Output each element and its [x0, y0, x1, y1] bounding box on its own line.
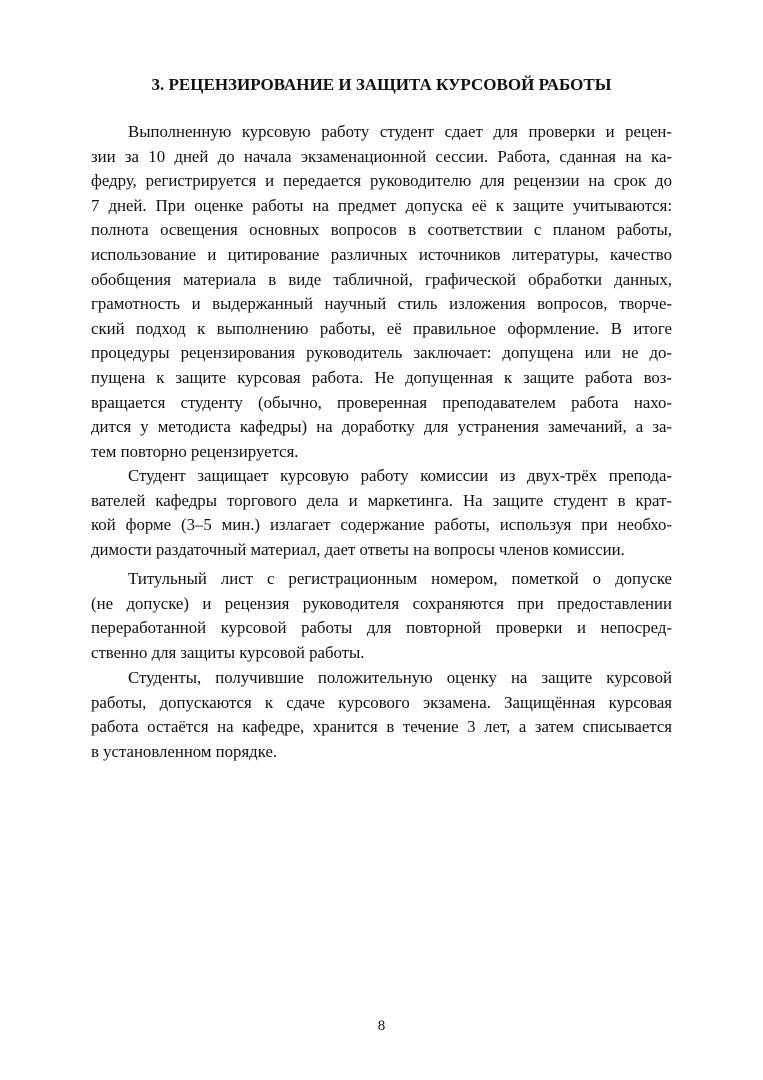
- page-number: 8: [377, 1018, 386, 1034]
- text-line: переработанной курсовой работы для повторной проверки и непосред-: [91, 618, 672, 638]
- text-line: Выполненную курсовую работу студент сдает для проверки и рецен-: [128, 122, 672, 141]
- section-heading: 3. РЕЦЕНЗИРОВАНИЕ И ЗАЩИТА КУРСОВОЙ РАБОТЫ: [151, 75, 612, 94]
- text-line: вращается студенту (обычно, проверенная преподавателем работа нахо-: [91, 392, 672, 412]
- text-line: дится у методиста кафедры) на доработку для устранения замечаний, а за-: [91, 417, 672, 437]
- text-line: пущена к защите курсовая работа. Не допущенная к защите работа воз-: [91, 367, 672, 387]
- text-line: грамотность и выдержанный научный стиль изложения вопросов, творче-: [91, 294, 672, 314]
- text-line: зии за 10 дней до начала экзаменационной сессии. Работа, сданная на ка-: [91, 146, 672, 166]
- text-line: (не допуске) и рецензия руководителя сохраняются при предоставлении: [91, 593, 672, 613]
- text-line: тем повторно рецензируется.: [91, 441, 299, 461]
- text-line: работы, допускаются к сдаче курсового экзамена. Защищённая курсовая: [91, 692, 672, 712]
- paragraph-exam-admission: [91, 666, 672, 764]
- text-line: димости раздаточный материал, дает ответы на вопросы членов комиссии.: [91, 539, 625, 559]
- text-line: процедуры рецензирования руководитель заключает: допущена или не до-: [91, 343, 672, 363]
- text-line: ственно для защиты курсовой работы.: [91, 642, 365, 662]
- text-line: Студенты, получившие положительную оценку на защите курсовой: [128, 668, 672, 687]
- paragraph-defense: [91, 464, 672, 562]
- text-line: федру, регистрируется и передается руководителю для рецензии на срок до: [91, 171, 672, 191]
- text-line: Студент защищает курсовую работу комиссии из двух-трёх препода-: [128, 466, 672, 485]
- paragraph-title-page: [91, 567, 672, 665]
- text-line: Титульный лист с регистрационным номером, пометкой о допуске: [128, 569, 672, 588]
- text-line: 7 дней. При оценке работы на предмет допуска её к защите учитываются:: [91, 195, 672, 215]
- paragraph-review-procedure: [91, 120, 672, 464]
- text-line: обобщения материала в виде табличной, графической обработки данных,: [91, 269, 672, 289]
- text-line: вателей кафедры торгового дела и маркетинга. На защите студент в крат-: [91, 490, 672, 510]
- text-line: полнота освещения основных вопросов в соответствии с планом работы,: [91, 220, 672, 240]
- text-line: ский подход к выполнению работы, её правильное оформление. В итоге: [91, 318, 672, 338]
- text-line: работа остаётся на кафедре, хранится в течение 3 лет, а затем списывается: [91, 717, 672, 737]
- text-line: использование и цитирование различных источников литературы, качество: [91, 244, 672, 264]
- text-line: в установленном порядке.: [91, 741, 278, 761]
- text-line: кой форме (3–5 мин.) излагает содержание работы, используя при необхо-: [91, 515, 672, 535]
